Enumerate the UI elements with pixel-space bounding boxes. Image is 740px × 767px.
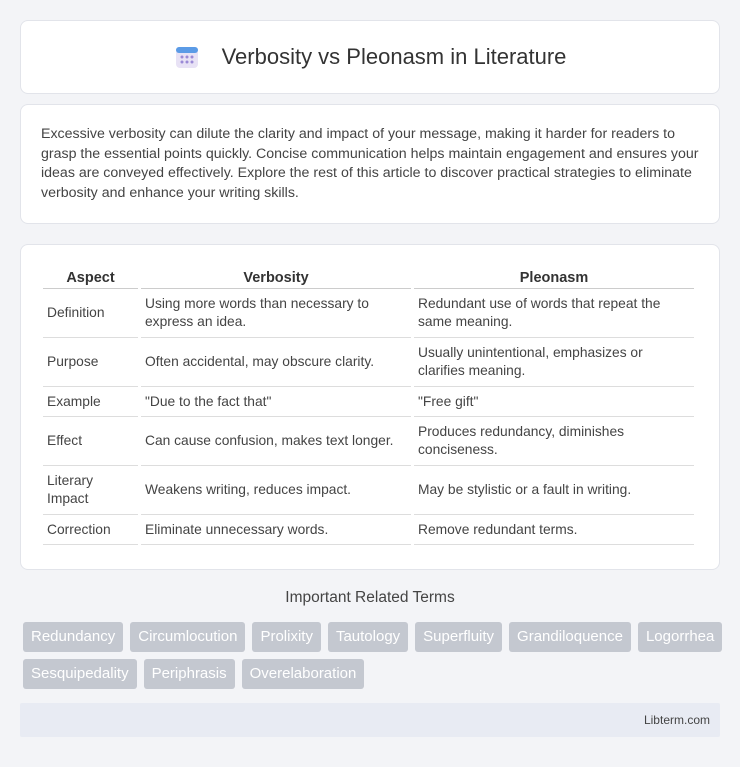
cell-pleonasm: May be stylistic or a fault in writing. — [414, 466, 694, 515]
term-tag[interactable]: Overelaboration — [242, 659, 365, 689]
cell-verbosity: Using more words than necessary to express an idea. — [141, 289, 411, 338]
cell-verbosity: Eliminate unnecessary words. — [141, 515, 411, 545]
cell-aspect: Effect — [43, 417, 138, 466]
cell-pleonasm: "Free gift" — [414, 387, 694, 417]
cell-verbosity: "Due to the fact that" — [141, 387, 411, 417]
term-tag[interactable]: Grandiloquence — [509, 622, 631, 652]
term-tag[interactable]: Periphrasis — [144, 659, 235, 689]
header-aspect: Aspect — [43, 265, 138, 289]
term-tag[interactable]: Logorrhea — [638, 622, 722, 652]
related-terms-heading: Important Related Terms — [285, 589, 455, 606]
related-terms-list — [23, 622, 723, 689]
cell-verbosity: Can cause confusion, makes text longer. — [141, 417, 411, 466]
term-tag[interactable]: Redundancy — [23, 622, 123, 652]
comparison-table — [40, 265, 697, 545]
term-tag[interactable]: Superfluity — [415, 622, 502, 652]
header-card — [20, 20, 720, 94]
table-header-row — [43, 265, 694, 289]
term-tag[interactable]: Circumlocution — [130, 622, 245, 652]
comparison-table-card — [20, 244, 720, 570]
page-title: Verbosity vs Pleonasm in Literature — [221, 44, 567, 69]
term-tag[interactable]: Tautology — [328, 622, 408, 652]
cell-pleonasm: Redundant use of words that repeat the same meaning. — [414, 289, 694, 338]
term-tag[interactable]: Prolixity — [252, 622, 321, 652]
cell-aspect: Literary Impact — [43, 466, 138, 515]
calendar-icon — [174, 44, 200, 70]
table-row — [43, 466, 694, 515]
cell-pleonasm: Usually unintentional, emphasizes or clarifies meaning. — [414, 338, 694, 387]
header-pleonasm: Pleonasm — [414, 265, 694, 289]
table-row — [43, 289, 694, 338]
footer-brand-link[interactable]: Libterm.com — [643, 713, 710, 727]
table-row — [43, 387, 694, 417]
cell-aspect: Correction — [43, 515, 138, 545]
table-row — [43, 515, 694, 545]
cell-verbosity: Often accidental, may obscure clarity. — [141, 338, 411, 387]
cell-aspect: Example — [43, 387, 138, 417]
intro-card — [20, 104, 720, 224]
term-tag[interactable]: Sesquipedality — [23, 659, 137, 689]
footer — [20, 703, 720, 737]
cell-pleonasm: Remove redundant terms. — [414, 515, 694, 545]
table-row — [43, 338, 694, 387]
cell-verbosity: Weakens writing, reduces impact. — [141, 466, 411, 515]
intro-text: Excessive verbosity can dilute the clarity and impact of your message, making it harder for readers to grasp the essential points quickly. Concise communication helps maintain engagement and ensures your ideas are conveyed effectively. Explore the rest of this article to discover practical strategies to eliminate verbosity and enhance your writing skills. — [41, 126, 699, 201]
table-row — [43, 417, 694, 466]
cell-aspect: Purpose — [43, 338, 138, 387]
cell-pleonasm: Produces redundancy, diminishes conciseness. — [414, 417, 694, 466]
cell-aspect: Definition — [43, 289, 138, 338]
header-verbosity: Verbosity — [141, 265, 411, 289]
